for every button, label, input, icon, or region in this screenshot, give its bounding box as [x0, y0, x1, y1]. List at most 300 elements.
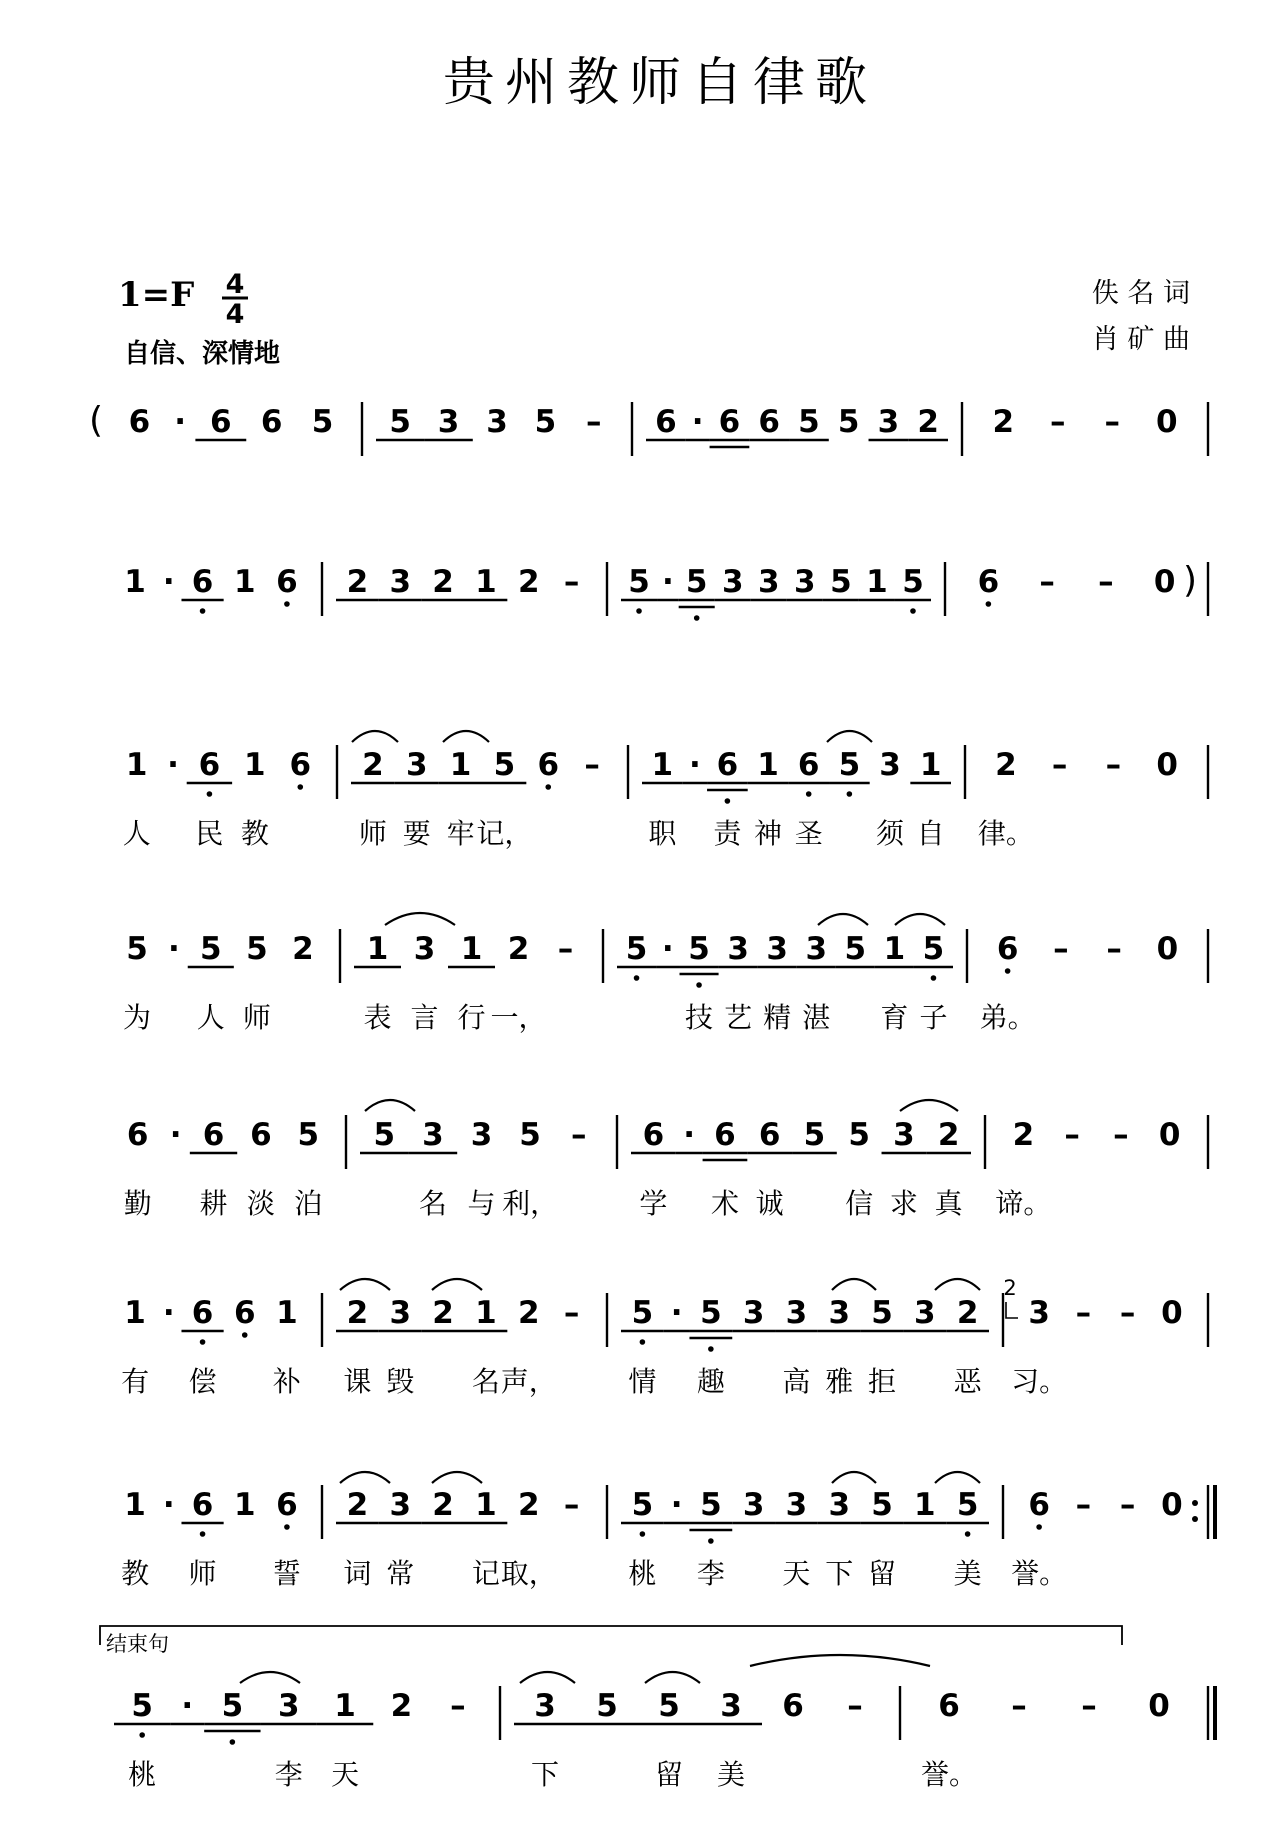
- volta-bracket: [1006, 1302, 1018, 1318]
- note-6: 6: [233, 1295, 256, 1331]
- octave-dot-low: [284, 1524, 290, 1530]
- note-6: 6: [202, 1117, 225, 1153]
- note-2: 2: [517, 1295, 540, 1331]
- octave-dot-low: [986, 601, 992, 607]
- score-row-5: [124, 1115, 1208, 1220]
- dash-extend: –: [563, 1487, 580, 1523]
- note-0: 0: [1156, 931, 1179, 967]
- note-5: 5: [311, 404, 334, 440]
- lyric-syllable: 淡: [246, 1187, 275, 1220]
- note-1: 1: [449, 747, 472, 783]
- lyric-syllable: 术: [710, 1187, 739, 1220]
- lyric-syllable: 师: [188, 1557, 217, 1590]
- coda-label: 结束句: [106, 1632, 169, 1656]
- note-5: 5: [596, 1688, 618, 1724]
- dot-augment: ·: [162, 1295, 175, 1331]
- slur-arc: [832, 1279, 876, 1290]
- lyric-syllable: 为: [123, 1001, 152, 1034]
- note-3: 3: [486, 404, 508, 440]
- slur-arc: [750, 1655, 930, 1666]
- dash-extend: –: [1050, 404, 1066, 440]
- lyric-syllable: 民: [195, 817, 224, 850]
- slur-arc: [385, 913, 455, 925]
- dash-extend: –: [1098, 564, 1114, 600]
- dot-augment: ·: [670, 1295, 683, 1331]
- lyric-syllable: 艺: [724, 1001, 753, 1034]
- octave-dot-low: [207, 791, 213, 797]
- dash-extend: –: [450, 1688, 466, 1724]
- note-5: 5: [871, 1295, 893, 1331]
- note-1: 1: [883, 931, 906, 967]
- lyric-syllable: 桃: [128, 1758, 157, 1791]
- dot-augment: ·: [168, 931, 180, 967]
- lyric-syllable: 信: [845, 1187, 874, 1220]
- octave-dot-low: [634, 975, 640, 981]
- note-1: 1: [125, 747, 148, 783]
- lyric-syllable: 取，: [500, 1557, 557, 1590]
- lyric-syllable: 与: [467, 1187, 496, 1220]
- note-6: 6: [210, 404, 232, 440]
- note-5: 5: [373, 1117, 396, 1153]
- note-3: 3: [893, 1117, 915, 1153]
- lyric-syllable: 自: [916, 817, 945, 850]
- lyric-syllable: 课: [343, 1365, 372, 1398]
- lyric-syllable: 学: [639, 1187, 668, 1220]
- lyric-syllable: 留: [654, 1758, 684, 1791]
- note-1: 1: [460, 931, 483, 967]
- slur-arc: [443, 731, 489, 742]
- octave-dot-low: [1005, 968, 1011, 974]
- note-3: 3: [405, 747, 428, 783]
- octave-dot-low: [640, 1531, 646, 1537]
- note-1: 1: [366, 931, 389, 967]
- lyric-syllable: 律。: [977, 817, 1034, 850]
- lyric-syllable: 神: [754, 817, 783, 850]
- expression-marking: 自信、深情地: [124, 339, 281, 369]
- note-6: 6: [797, 747, 820, 783]
- note-6: 6: [996, 931, 1019, 967]
- note-2: 2: [917, 404, 939, 440]
- lyric-syllable: 责: [713, 817, 742, 850]
- note-0: 0: [1161, 1295, 1183, 1331]
- note-5: 5: [848, 1117, 870, 1153]
- lyric-syllable: 美: [716, 1758, 746, 1791]
- lyric-syllable: 教: [121, 1557, 150, 1590]
- score-row-2: [124, 560, 1208, 621]
- note-5: 5: [830, 564, 852, 600]
- dash-extend: –: [586, 404, 602, 440]
- note-2: 2: [956, 1295, 979, 1331]
- note-3: 3: [727, 931, 749, 967]
- octave-dot-low: [847, 791, 853, 797]
- octave-dot-low: [200, 608, 206, 614]
- key-signature: 1=F: [118, 275, 195, 315]
- dot-augment: ·: [688, 747, 701, 783]
- octave-dot-low: [931, 975, 937, 981]
- note-2: 2: [362, 747, 384, 783]
- note-3: 3: [828, 1487, 851, 1523]
- slur-arc: [365, 1100, 415, 1111]
- note-1: 1: [124, 564, 146, 600]
- dot-augment: ·: [661, 564, 674, 600]
- lyric-syllable: 要: [402, 817, 431, 850]
- note-2: 2: [346, 1295, 369, 1331]
- note-6: 6: [128, 404, 151, 440]
- note-5: 5: [628, 564, 650, 600]
- slur-arc: [432, 1472, 482, 1483]
- note-6: 6: [276, 564, 298, 600]
- composer-credit: 肖 矿 曲: [1091, 324, 1190, 355]
- note-3: 3: [766, 931, 788, 967]
- score-row-3: [123, 745, 1208, 850]
- dash-extend: –: [1051, 747, 1068, 783]
- dash-extend: –: [1039, 564, 1055, 600]
- note-3: 3: [794, 564, 816, 600]
- dash-extend: –: [1119, 1487, 1136, 1523]
- note-6: 6: [191, 1487, 214, 1523]
- note-3: 3: [742, 1487, 765, 1523]
- note-3: 3: [413, 931, 436, 967]
- note-1: 1: [919, 747, 942, 783]
- note-6: 6: [938, 1688, 960, 1724]
- lyric-syllable: 子: [919, 1001, 948, 1034]
- note-6: 6: [198, 747, 221, 783]
- note-6: 6: [276, 1487, 298, 1523]
- lyric-syllable: 记，: [476, 817, 533, 850]
- dash-extend: –: [1075, 1295, 1092, 1331]
- note-6: 6: [1028, 1487, 1050, 1523]
- bracket: ): [1182, 560, 1198, 601]
- coda-bracket: [100, 1626, 1122, 1645]
- time-signature-denominator: 4: [225, 299, 245, 330]
- note-3: 3: [389, 564, 412, 600]
- note-2: 2: [937, 1117, 960, 1153]
- note-5: 5: [871, 1487, 893, 1523]
- note-5: 5: [837, 404, 860, 440]
- note-3: 3: [805, 931, 828, 967]
- lyric-syllable: 李: [696, 1557, 725, 1590]
- slur-arc: [520, 1672, 575, 1683]
- note-6: 6: [758, 404, 780, 440]
- time-signature-numerator: 4: [225, 269, 245, 300]
- note-0: 0: [1161, 1487, 1183, 1523]
- note-5: 5: [493, 747, 516, 783]
- note-3: 3: [879, 747, 901, 783]
- note-5: 5: [131, 1688, 153, 1724]
- dash-extend: –: [1105, 747, 1122, 783]
- note-6: 6: [289, 747, 312, 783]
- score-row-1: [89, 400, 1208, 456]
- note-3: 3: [914, 1295, 936, 1331]
- note-2: 2: [992, 404, 1015, 440]
- dash-extend: –: [1053, 931, 1069, 967]
- octave-dot-low: [297, 784, 303, 790]
- note-2: 2: [432, 564, 454, 600]
- lyric-syllable: 高: [782, 1365, 811, 1398]
- note-3: 3: [758, 564, 780, 600]
- note-5: 5: [625, 931, 648, 967]
- repeat-dot: [1192, 1516, 1198, 1522]
- lyric-syllable: 补: [272, 1365, 301, 1398]
- octave-dot-low: [708, 1538, 714, 1544]
- lyric-syllable: 利，: [502, 1187, 559, 1220]
- note-3: 3: [534, 1688, 556, 1724]
- note-1: 1: [233, 1487, 256, 1523]
- note-6: 6: [718, 404, 741, 440]
- lyric-syllable: 下: [825, 1557, 854, 1590]
- lyric-syllable: 耕: [199, 1187, 228, 1220]
- lyric-syllable: 誓: [272, 1557, 301, 1590]
- lyric-syllable: 情: [628, 1365, 657, 1398]
- dash-extend: –: [557, 931, 574, 967]
- octave-dot-low: [910, 608, 916, 614]
- lyric-syllable: 雅: [825, 1365, 854, 1398]
- slur-arc: [340, 1472, 390, 1483]
- note-5: 5: [902, 564, 924, 600]
- note-1: 1: [475, 1295, 497, 1331]
- note-5: 5: [221, 1688, 244, 1724]
- lyric-syllable: 习。: [1011, 1365, 1068, 1398]
- lyric-syllable: 圣: [794, 817, 823, 850]
- dot-augment: ·: [174, 404, 187, 440]
- note-6: 6: [782, 1688, 804, 1724]
- note-5: 5: [534, 404, 557, 440]
- lyric-syllable: 师: [358, 817, 387, 850]
- lyric-syllable: 美: [953, 1557, 982, 1590]
- note-1: 1: [334, 1688, 356, 1724]
- note-6: 6: [126, 1117, 149, 1153]
- lyric-syllable: 天: [782, 1557, 811, 1590]
- note-2: 2: [1012, 1117, 1035, 1153]
- lyric-syllable: 记: [471, 1557, 500, 1590]
- lyric-syllable: 人: [122, 817, 151, 850]
- note-1: 1: [914, 1487, 936, 1523]
- note-3: 3: [785, 1295, 808, 1331]
- lyric-syllable: 诚: [755, 1187, 784, 1220]
- note-5: 5: [700, 1295, 722, 1331]
- score-rows: [89, 400, 1215, 1791]
- lyric-syllable: 拒: [868, 1365, 897, 1398]
- lyric-syllable: 真: [934, 1187, 963, 1220]
- slur-arc: [935, 1472, 980, 1483]
- dot-augment: ·: [691, 404, 704, 440]
- note-5: 5: [631, 1295, 654, 1331]
- note-0: 0: [1158, 1117, 1181, 1153]
- dash-extend: –: [847, 1688, 863, 1724]
- note-5: 5: [199, 931, 222, 967]
- note-5: 5: [658, 1688, 680, 1724]
- slur-arc: [935, 1279, 980, 1290]
- note-5: 5: [631, 1487, 654, 1523]
- dash-extend: –: [1064, 1117, 1080, 1153]
- lyric-syllable: 精: [763, 1001, 792, 1034]
- octave-dot-low: [230, 1739, 236, 1745]
- note-3: 3: [437, 404, 460, 440]
- note-1: 1: [276, 1295, 298, 1331]
- dash-extend: –: [570, 1117, 587, 1153]
- note-5: 5: [685, 564, 708, 600]
- song-title: 贵州教师自律歌: [442, 53, 878, 113]
- slur-arc: [432, 1279, 482, 1290]
- note-5: 5: [519, 1117, 541, 1153]
- dot-augment: ·: [683, 1117, 696, 1153]
- lyric-syllable: 泊: [294, 1187, 323, 1220]
- note-5: 5: [126, 931, 148, 967]
- dash-extend: –: [1106, 931, 1122, 967]
- dash-extend: –: [584, 747, 600, 783]
- lyric-syllable: 誉。: [1011, 1557, 1068, 1590]
- lyric-syllable: 教: [240, 817, 269, 850]
- slur-arc: [352, 731, 398, 742]
- note-6: 6: [642, 1117, 665, 1153]
- slur-arc: [340, 1279, 390, 1290]
- octave-dot-low: [545, 784, 551, 790]
- note-6: 6: [260, 404, 283, 440]
- dash-extend: –: [1104, 404, 1120, 440]
- note-3: 3: [389, 1487, 412, 1523]
- note-2: 2: [517, 564, 540, 600]
- slur-arc: [832, 1472, 876, 1483]
- note-3: 3: [422, 1117, 444, 1153]
- bracket: (: [88, 400, 104, 441]
- lyric-syllable: 李: [274, 1758, 303, 1791]
- note-3: 3: [1028, 1295, 1050, 1331]
- note-5: 5: [844, 931, 867, 967]
- lyric-syllable: 行: [457, 1001, 486, 1034]
- note-6: 6: [714, 1117, 736, 1153]
- note-5: 5: [798, 404, 820, 440]
- lyric-syllable: 职: [648, 817, 677, 850]
- dot-augment: ·: [169, 1117, 182, 1153]
- score-row-4: [123, 929, 1208, 1034]
- score-row-8: [114, 1686, 1215, 1791]
- note-3: 3: [389, 1295, 412, 1331]
- note-5: 5: [922, 931, 945, 967]
- dot-augment: ·: [181, 1688, 194, 1724]
- note-1: 1: [233, 564, 256, 600]
- dot-augment: ·: [670, 1487, 683, 1523]
- slur-arc: [900, 1100, 958, 1111]
- note-6: 6: [716, 747, 739, 783]
- lyric-syllable: 一，: [490, 1001, 547, 1034]
- note-6: 6: [977, 564, 1000, 600]
- note-1: 1: [124, 1295, 146, 1331]
- note-2: 2: [432, 1295, 454, 1331]
- lyric-syllable: 育: [880, 1001, 909, 1034]
- note-6: 6: [655, 404, 677, 440]
- note-1: 1: [124, 1487, 146, 1523]
- note-3: 3: [828, 1295, 851, 1331]
- slur-arc: [645, 1672, 700, 1683]
- note-2: 2: [390, 1688, 413, 1724]
- lyric-syllable: 求: [889, 1187, 918, 1220]
- note-2: 2: [432, 1487, 454, 1523]
- dash-extend: –: [563, 564, 580, 600]
- note-2: 2: [995, 747, 1017, 783]
- note-5: 5: [803, 1117, 826, 1153]
- lyric-syllable: 毁: [386, 1365, 415, 1398]
- octave-dot-low: [200, 1339, 206, 1345]
- lyric-syllable: 常: [386, 1557, 415, 1590]
- lyric-syllable: 须: [876, 817, 905, 850]
- octave-dot-low: [284, 601, 290, 607]
- note-6: 6: [758, 1117, 781, 1153]
- lyric-syllable: 名: [471, 1365, 500, 1398]
- dot-augment: ·: [162, 1487, 175, 1523]
- note-6: 6: [191, 1295, 214, 1331]
- dot-augment: ·: [661, 931, 674, 967]
- note-0: 0: [1153, 564, 1176, 600]
- lyric-syllable: 偿: [188, 1365, 217, 1398]
- lyric-syllable: 有: [121, 1365, 150, 1398]
- note-1: 1: [866, 564, 888, 600]
- octave-dot-low: [708, 1346, 714, 1352]
- note-6: 6: [250, 1117, 272, 1153]
- note-6: 6: [191, 564, 214, 600]
- octave-dot-low: [1036, 1524, 1042, 1530]
- lyric-syllable: 词: [343, 1557, 372, 1590]
- dash-extend: –: [1081, 1688, 1097, 1724]
- dot-augment: ·: [162, 564, 175, 600]
- note-1: 1: [475, 1487, 497, 1523]
- note-1: 1: [651, 747, 674, 783]
- lyric-syllable: 留: [868, 1557, 897, 1590]
- lyric-syllable: 师: [242, 1001, 271, 1034]
- dash-extend: –: [563, 1295, 580, 1331]
- note-5: 5: [246, 931, 268, 967]
- dash-extend: –: [1011, 1688, 1027, 1724]
- note-3: 3: [470, 1117, 493, 1153]
- lyric-syllable: 表: [363, 1001, 392, 1034]
- note-5: 5: [688, 931, 710, 967]
- lyric-syllable: 名: [418, 1187, 447, 1220]
- lyric-syllable: 勤: [123, 1187, 152, 1220]
- octave-dot-low: [200, 1531, 206, 1537]
- lyric-syllable: 趣: [696, 1365, 725, 1398]
- note-3: 3: [785, 1487, 808, 1523]
- note-0: 0: [1148, 1688, 1170, 1724]
- octave-dot-low: [696, 982, 702, 988]
- note-0: 0: [1155, 404, 1178, 440]
- note-5: 5: [297, 1117, 320, 1153]
- note-1: 1: [475, 564, 497, 600]
- lyric-syllable: 言: [410, 1001, 439, 1034]
- note-1: 1: [244, 747, 266, 783]
- slur-arc: [827, 731, 872, 742]
- octave-dot-low: [139, 1732, 145, 1738]
- lyric-syllable: 湛: [802, 1001, 831, 1034]
- lyric-syllable: 恶: [953, 1365, 982, 1398]
- slur-arc: [240, 1672, 300, 1683]
- lyric-syllable: 人: [196, 1001, 225, 1034]
- note-2: 2: [346, 1487, 369, 1523]
- note-5: 5: [956, 1487, 979, 1523]
- note-3: 3: [277, 1688, 300, 1724]
- dash-extend: –: [1075, 1487, 1092, 1523]
- note-5: 5: [700, 1487, 722, 1523]
- lyric-syllable: 誉。: [920, 1758, 978, 1791]
- note-3: 3: [720, 1688, 742, 1724]
- lyric-syllable: 技: [685, 1001, 714, 1034]
- lyric-syllable: 谛。: [995, 1187, 1052, 1220]
- note-3: 3: [742, 1295, 765, 1331]
- slur-arc: [895, 914, 945, 925]
- note-6: 6: [537, 747, 560, 783]
- note-2: 2: [346, 564, 369, 600]
- note-2: 2: [517, 1487, 540, 1523]
- octave-dot-low: [965, 1531, 971, 1537]
- volta-number: 2: [1003, 1276, 1017, 1300]
